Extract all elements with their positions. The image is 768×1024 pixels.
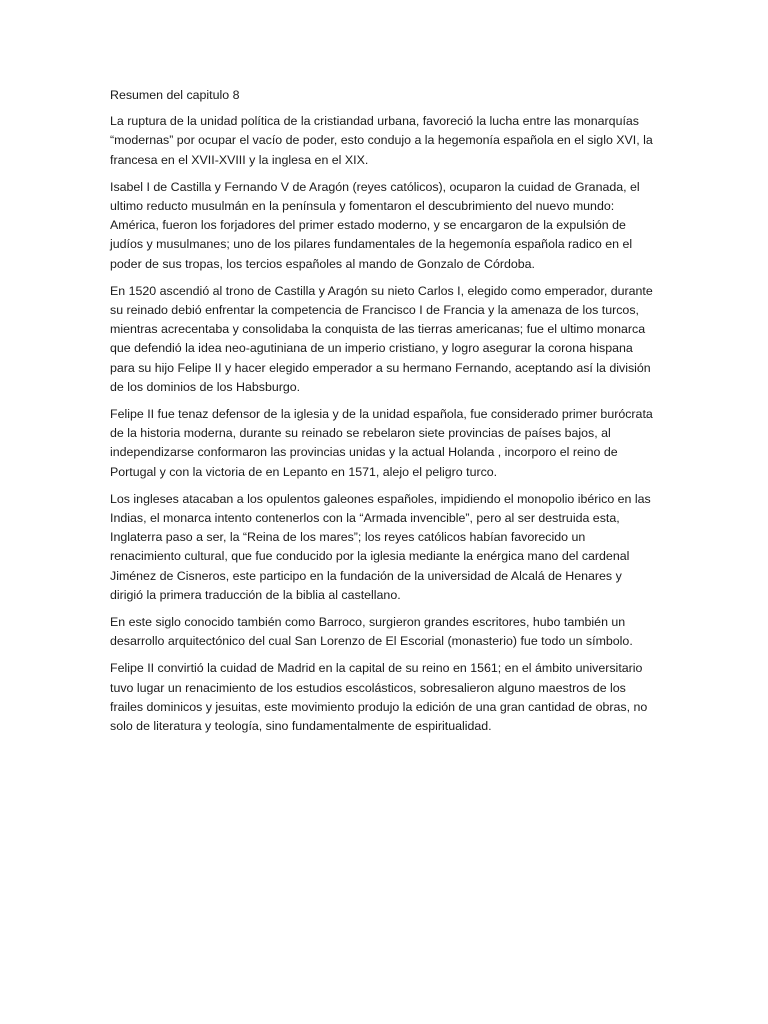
paragraph-6: En este siglo conocido también como Barroco, surgieron grandes escritores, hubo también un desarrollo arquitectónico del cual San Lorenzo de El Escorial (monasterio) fue todo un símbolo.	[110, 615, 633, 649]
document-page	[110, 86, 658, 744]
paragraph-4: Felipe II fue tenaz defensor de la iglesia y de la unidad española, fue considerado primer burócrata de la historia moderna, durante su reinado se rebelaron siete provincias de países bajos, al independizarse conformaron las provincias unidas y la actual Holanda , incorporo el reino de Portugal y con la victoria de en Lepanto en 1571, alejo el peligro turco.	[110, 407, 653, 479]
paragraph-1: La ruptura de la unidad política de la cristiandad urbana, favoreció la lucha entre las monarquías “modernas” por ocupar el vacío de poder, esto condujo a la hegemonía española en el siglo XVI, la francesa en el XVII-XVIII y la inglesa en el XIX.	[110, 114, 653, 167]
document-title: Resumen del capitulo 8	[110, 88, 240, 102]
paragraph-5: Los ingleses atacaban a los opulentos galeones españoles, impidiendo el monopolio ibérico en las Indias, el monarca intento contenerlos con la “Armada invencible”, pero al ser destruida esta, Inglaterra paso a ser, la “Reina de los mares”; los reyes católicos habían favorecido un renacimiento cultural, que fue conducido por la iglesia mediante la enérgica mano del cardenal Jiménez de Cisneros, este participo en la fundación de la universidad de Alcalá de Henares y dirigió la primera traducción de la biblia al castellano.	[110, 491, 651, 602]
paragraph-3: En 1520 ascendió al trono de Castilla y Aragón su nieto Carlos I, elegido como emperador, durante su reinado debió enfrentar la competencia de Francisco I de Francia y la amenaza de los turcos, mientras acrecentaba y consolidaba la conquista de las tierras americanas; fue el ultimo monarca que defendió la idea neo-agutiniana de un imperio cristiano, y logro asegurar la corona hispana para su hijo Felipe II y hacer elegido emperador a su hermano Fernando, aceptando así la división de los dominios de los Habsburgo.	[110, 283, 653, 394]
paragraph-7: Felipe II convirtió la cuidad de Madrid en la capital de su reino en 1561; en el ámbito universitario tuvo lugar un renacimiento de los estudios escolásticos, sobresalieron alguno maestros de los frailes dominicos y jesuitas, este movimiento produjo la edición de una gran cantidad de obras, no solo de literatura y teología, sino fundamentalmente de espiritualidad.	[110, 661, 648, 734]
paragraph-2: Isabel I de Castilla y Fernando V de Aragón (reyes católicos), ocuparon la cuidad de Granada, el ultimo reducto musulmán en la península y fomentaron el descubrimiento del nuevo mundo: América, fueron los forjadores del primer estado moderno, y se encargaron de la expulsión de judíos y musulmanes; uno de los pilares fundamentales de la hegemonía española radico en el poder de sus tropas, los tercios españoles al mando de Gonzalo de Córdoba.	[110, 179, 640, 271]
